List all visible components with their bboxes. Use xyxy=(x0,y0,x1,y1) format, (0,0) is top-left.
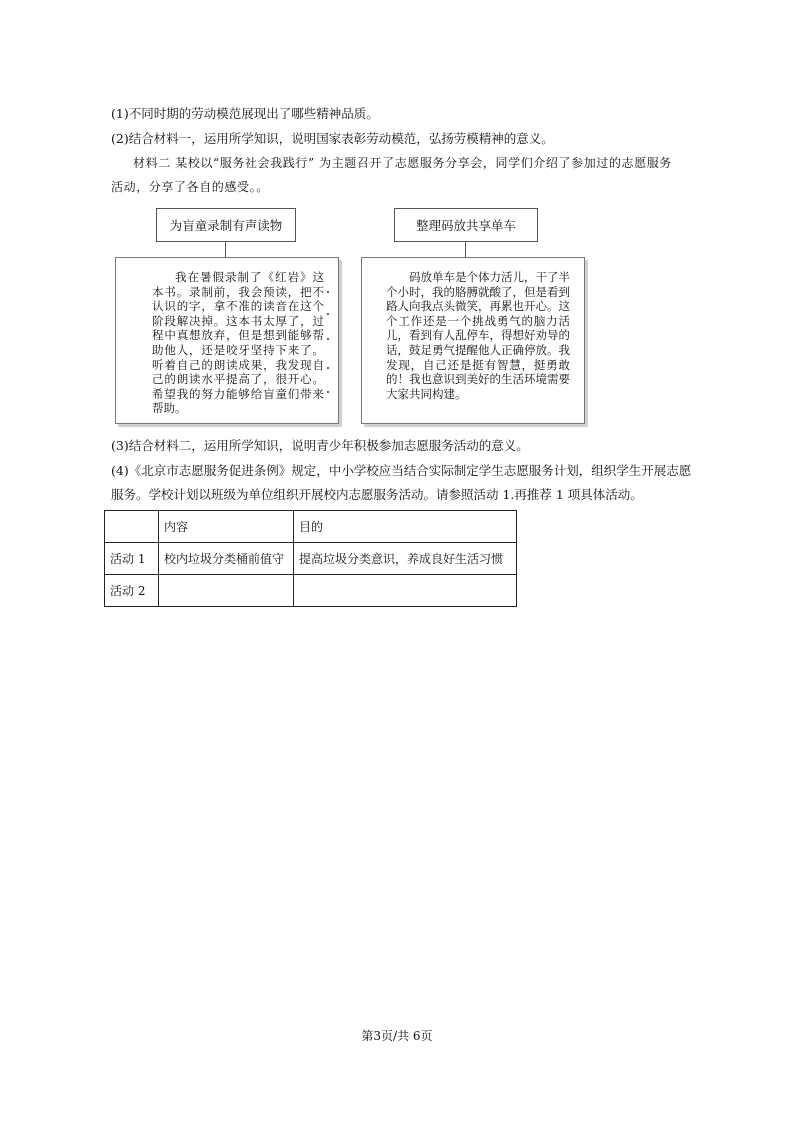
page-number: 第3页/共 6页 xyxy=(361,1029,433,1043)
margin-mark xyxy=(327,338,329,340)
material-2-line-1: 材料二 某校以“服务社会我践行” 为主题召开了志愿服务分享会，同学们介绍了参加过的志愿服务 xyxy=(133,156,672,170)
table-cell: 活动 2 xyxy=(105,575,159,607)
card-2-body xyxy=(361,257,585,424)
table-header-row xyxy=(105,511,517,543)
activity-table xyxy=(104,510,517,607)
table-header-cell: 内容 xyxy=(159,511,294,543)
card-2-title: 整理码放共享单车 xyxy=(394,208,538,242)
card-1-title: 为盲童录制有声读物 xyxy=(156,208,296,242)
table-cell: 活动 1 xyxy=(105,543,159,575)
card-2-text: 码放单车是个体力活儿，干了半个小时，我的胳膊就酸了，但是看到路人向我点头微笑，再累也开心。这个工作还是一个挑战勇气的脑力活儿，看到有人乱停车，得想好劝导的话，鼓足勇气提醒他人正确停放。我发现，自己还是挺有智慧，挺勇敢的！我也意识到美好的生活环境需要大家共同构建。 xyxy=(386,270,570,401)
question-4-line-1: (4)《北京市志愿服务促进条例》规定，中小学校应当结合实际制定学生志愿服务计划，组织学生开展志愿 xyxy=(111,463,692,478)
card-1-text: 我在暑假录制了《红岩》这本书。录制前，我会预读，把不认识的字，拿不准的读音在这个阶段解决掉。这本书太厚了，过程中真想放弃，但是想到能够帮助他人，还是咬牙坚持下来了。听着自己的朗读成果，我发现自己的朗读水平提高了，很开心。希望我的努力能够给盲童们带来帮助。 xyxy=(152,270,324,416)
table-cell xyxy=(294,575,517,607)
card-1-connector xyxy=(225,241,226,257)
card-2-connector xyxy=(465,241,466,257)
question-1: (1)不同时期的劳动模范展现出了哪些精神品质。 xyxy=(111,106,379,121)
table-cell: 校内垃圾分类桶前值守 xyxy=(159,543,294,575)
margin-mark xyxy=(327,313,329,315)
table-row xyxy=(105,575,517,607)
question-4-line-2: 服务。学校计划以班级为单位组织开展校内志愿服务活动。请参照活动 1.再推荐 1 项具体活动。 xyxy=(111,487,643,502)
table-header-cell xyxy=(105,511,159,543)
margin-mark xyxy=(327,391,329,393)
question-2: (2)结合材料一，运用所学知识，说明国家表彰劳动模范，弘扬劳模精神的意义。 xyxy=(111,131,554,146)
margin-mark xyxy=(327,367,329,369)
margin-mark xyxy=(327,291,329,293)
table-header-cell: 目的 xyxy=(294,511,517,543)
card-1-body xyxy=(115,257,339,424)
table-cell xyxy=(159,575,294,607)
question-3: (3)结合材料二，运用所学知识，说明青少年积极参加志愿服务活动的意义。 xyxy=(111,438,529,453)
table-cell: 提高垃圾分类意识，养成良好生活习惯 xyxy=(294,543,517,575)
table-row xyxy=(105,543,517,575)
material-2-line-2: 活动，分享了各自的感受。。 xyxy=(111,180,269,194)
